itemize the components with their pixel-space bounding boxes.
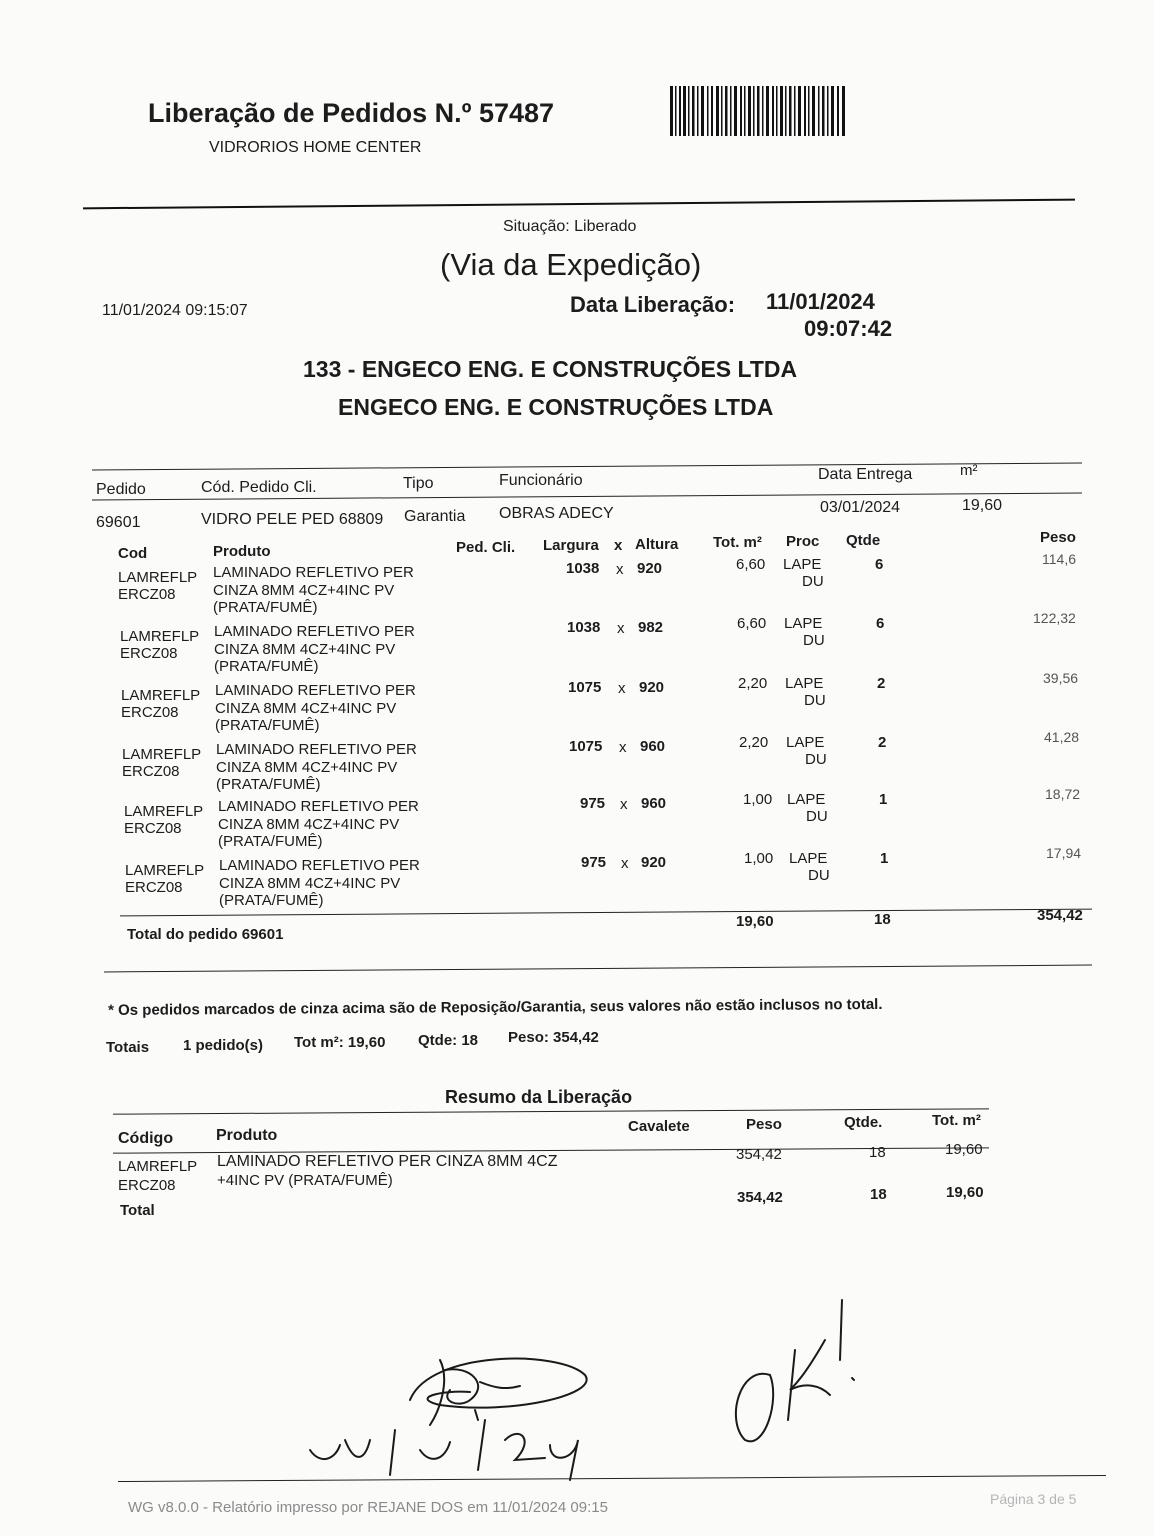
item-tot-m2: 1,00 bbox=[744, 850, 774, 867]
item-cod: LAMREFLP bbox=[120, 628, 200, 645]
item-produto: LAMINADO REFLETIVO PER bbox=[216, 741, 417, 758]
item-proc: LAPE bbox=[784, 615, 823, 632]
summary-col-cavalete: Cavalete bbox=[628, 1118, 690, 1135]
order-total-label: Total do pedido 69601 bbox=[127, 926, 284, 943]
summary-col-produto: Produto bbox=[216, 1127, 278, 1144]
client-name: ENGECO ENG. E CONSTRUÇÕES LTDA bbox=[338, 394, 774, 420]
item-cod: LAMREFLP bbox=[125, 862, 205, 879]
footer-printed-by: WG v8.0.0 - Relatório impresso por REJANE DOS em 11/01/2024 09:15 bbox=[128, 1499, 608, 1516]
order-total-m2: 19,60 bbox=[736, 913, 774, 930]
summary-row-codigo: LAMREFLP bbox=[118, 1158, 198, 1175]
item-altura: 960 bbox=[641, 795, 667, 812]
item-x: x bbox=[618, 680, 626, 697]
summary-total-peso: 354,42 bbox=[737, 1189, 783, 1206]
item-largura: 975 bbox=[580, 795, 606, 812]
item-altura: 920 bbox=[637, 560, 663, 577]
item-cod-cont: ERCZ08 bbox=[122, 763, 180, 780]
item-proc-cont: DU bbox=[808, 867, 830, 884]
barcode bbox=[670, 86, 846, 136]
col-m2: m² bbox=[960, 462, 978, 479]
item-altura: 982 bbox=[638, 619, 664, 636]
item-largura: 1038 bbox=[567, 619, 601, 636]
item-row bbox=[0, 786, 1154, 855]
summary-total-label: Total bbox=[120, 1202, 155, 1219]
item-row bbox=[0, 610, 1154, 679]
item-produto: LAMINADO REFLETIVO PER bbox=[213, 564, 414, 581]
item-qtde: 1 bbox=[880, 850, 889, 867]
summary-total-tot-m2: 19,60 bbox=[946, 1184, 984, 1201]
item-proc-cont: DU bbox=[806, 808, 828, 825]
items-col-peso: Peso bbox=[1040, 529, 1076, 546]
item-produto-cont: CINZA 8MM 4CZ+4INC PV bbox=[218, 816, 400, 833]
order-funcionario: OBRAS ADECY bbox=[499, 505, 614, 522]
item-produto-cont2: (PRATA/FUMÊ) bbox=[214, 658, 319, 675]
item-x: x bbox=[619, 739, 627, 756]
order-pedido: 69601 bbox=[96, 514, 141, 531]
col-tipo: Tipo bbox=[403, 475, 434, 492]
printed-timestamp: 11/01/2024 09:15:07 bbox=[102, 302, 248, 319]
header-divider bbox=[83, 199, 1075, 210]
item-altura: 960 bbox=[640, 738, 666, 755]
items-col-proc: Proc bbox=[786, 533, 820, 550]
item-produto-cont: CINZA 8MM 4CZ+4INC PV bbox=[216, 759, 398, 776]
item-largura: 1038 bbox=[566, 560, 600, 577]
item-peso: 18,72 bbox=[1045, 786, 1081, 802]
summary-row-qtde: 18 bbox=[869, 1144, 886, 1161]
summary-total-qtde: 18 bbox=[870, 1186, 887, 1203]
summary-row-codigo-cont: ERCZ08 bbox=[118, 1177, 176, 1194]
item-produto-cont: CINZA 8MM 4CZ+4INC PV bbox=[214, 641, 396, 658]
item-produto: LAMINADO REFLETIVO PER bbox=[218, 798, 419, 815]
order-total-peso: 354,42 bbox=[1037, 907, 1083, 924]
item-qtde: 1 bbox=[879, 791, 888, 808]
section-divider bbox=[104, 965, 1092, 973]
col-pedido: Pedido bbox=[96, 481, 146, 498]
item-cod-cont: ERCZ08 bbox=[120, 645, 178, 662]
item-tot-m2: 6,60 bbox=[737, 615, 767, 632]
order-m2: 19,60 bbox=[962, 497, 1003, 514]
item-tot-m2: 2,20 bbox=[738, 675, 768, 692]
item-tot-m2: 1,00 bbox=[743, 791, 773, 808]
item-peso: 39,56 bbox=[1043, 670, 1079, 686]
order-data-entrega: 03/01/2024 bbox=[820, 499, 901, 516]
item-cod-cont: ERCZ08 bbox=[125, 879, 183, 896]
items-col-x: x bbox=[614, 537, 623, 554]
item-largura: 1075 bbox=[568, 679, 602, 696]
item-altura: 920 bbox=[641, 854, 667, 871]
item-peso: 41,28 bbox=[1044, 729, 1080, 745]
summary-col-codigo: Código bbox=[118, 1130, 174, 1147]
items-col-largura: Largura bbox=[543, 537, 599, 554]
col-data-entrega: Data Entrega bbox=[818, 466, 913, 483]
item-row bbox=[0, 845, 1154, 914]
item-cod-cont: ERCZ08 bbox=[124, 820, 182, 837]
items-col-ped-cli: Ped. Cli. bbox=[456, 539, 516, 556]
item-cod: LAMREFLP bbox=[121, 687, 201, 704]
document-title: Liberação de Pedidos N.º 57487 bbox=[148, 98, 555, 128]
item-produto-cont2: (PRATA/FUMÊ) bbox=[215, 717, 320, 734]
order-tipo: Garantia bbox=[404, 508, 466, 525]
grey-orders-note: * Os pedidos marcados de cinza acima são de Reposição/Garantia, seus valores não estão inclusos no total. bbox=[108, 995, 883, 1019]
data-liberacao-date: 11/01/2024 bbox=[766, 289, 875, 314]
item-x: x bbox=[617, 620, 625, 637]
data-liberacao-label: Data Liberação: bbox=[570, 292, 736, 317]
item-peso: 114,6 bbox=[1042, 551, 1076, 567]
summary-col-qtde: Qtde. bbox=[844, 1114, 883, 1131]
item-cod: LAMREFLP bbox=[122, 746, 202, 763]
item-proc: LAPE bbox=[786, 734, 825, 751]
item-produto-cont: CINZA 8MM 4CZ+4INC PV bbox=[215, 700, 397, 717]
item-tot-m2: 2,20 bbox=[739, 734, 769, 751]
item-proc-cont: DU bbox=[803, 632, 825, 649]
item-produto: LAMINADO REFLETIVO PER bbox=[219, 857, 420, 874]
items-col-altura: Altura bbox=[635, 536, 679, 553]
item-x: x bbox=[621, 855, 629, 872]
item-largura: 1075 bbox=[569, 738, 603, 755]
item-proc: LAPE bbox=[783, 556, 822, 573]
summary-col-peso: Peso bbox=[746, 1116, 782, 1133]
totals-pedidos: 1 pedido(s) bbox=[183, 1037, 264, 1054]
item-produto: LAMINADO REFLETIVO PER bbox=[215, 682, 416, 699]
summary-row-produto-cont: +4INC PV (PRATA/FUMÊ) bbox=[217, 1172, 393, 1189]
item-cod-cont: ERCZ08 bbox=[121, 704, 179, 721]
order-header-top-line bbox=[92, 463, 1082, 471]
item-produto-cont: CINZA 8MM 4CZ+4INC PV bbox=[213, 582, 395, 599]
items-col-cod: Cod bbox=[118, 545, 148, 562]
totals-qtde: Qtde: 18 bbox=[418, 1032, 479, 1049]
summary-row-tot-m2: 19,60 bbox=[945, 1141, 983, 1158]
company-name: VIDRORIOS HOME CENTER bbox=[209, 139, 422, 156]
footer-page-number: Página 3 de 5 bbox=[990, 1491, 1077, 1507]
item-produto: LAMINADO REFLETIVO PER bbox=[214, 623, 415, 640]
summary-row-peso: 354,42 bbox=[736, 1146, 782, 1163]
client-code-name: 133 - ENGECO ENG. E CONSTRUÇÕES LTDA bbox=[303, 356, 798, 382]
item-cod: LAMREFLP bbox=[124, 803, 204, 820]
item-produto-cont2: (PRATA/FUMÊ) bbox=[216, 776, 321, 793]
totals-tot-m2: Tot m²: 19,60 bbox=[294, 1034, 386, 1051]
item-produto-cont2: (PRATA/FUMÊ) bbox=[219, 892, 324, 909]
via-label: (Via da Expedição) bbox=[440, 247, 702, 282]
handwritten-signature bbox=[300, 1290, 900, 1490]
item-proc-cont: DU bbox=[804, 692, 826, 709]
item-row bbox=[0, 670, 1154, 739]
item-proc: LAPE bbox=[785, 675, 824, 692]
item-proc-cont: DU bbox=[802, 573, 824, 590]
totals-label: Totais bbox=[106, 1039, 150, 1056]
item-x: x bbox=[620, 796, 628, 813]
order-total-qtde: 18 bbox=[874, 911, 891, 928]
item-largura: 975 bbox=[581, 854, 607, 871]
item-qtde: 2 bbox=[877, 675, 886, 692]
data-liberacao-time: 09:07:42 bbox=[804, 316, 893, 341]
item-produto-cont2: (PRATA/FUMÊ) bbox=[213, 599, 318, 616]
item-cod: LAMREFLP bbox=[118, 569, 198, 586]
items-col-qtde: Qtde bbox=[846, 532, 881, 549]
col-funcionario: Funcionário bbox=[499, 472, 583, 489]
item-row bbox=[0, 729, 1154, 798]
item-produto-cont2: (PRATA/FUMÊ) bbox=[218, 833, 323, 850]
item-peso: 17,94 bbox=[1046, 845, 1082, 861]
item-altura: 920 bbox=[639, 679, 665, 696]
item-cod-cont: ERCZ08 bbox=[118, 586, 176, 603]
summary-col-tot-m2: Tot. m² bbox=[932, 1112, 981, 1129]
items-col-tot-m2: Tot. m² bbox=[713, 534, 762, 551]
col-cod-pedido-cli: Cód. Pedido Cli. bbox=[201, 479, 317, 496]
order-cod-pedido-cli: VIDRO PELE PED 68809 bbox=[201, 511, 384, 528]
item-qtde: 2 bbox=[878, 734, 887, 751]
item-qtde: 6 bbox=[876, 615, 885, 632]
summary-title: Resumo da Liberação bbox=[445, 1087, 633, 1107]
items-col-produto: Produto bbox=[213, 543, 271, 560]
item-proc-cont: DU bbox=[805, 751, 827, 768]
item-proc: LAPE bbox=[789, 850, 828, 867]
item-tot-m2: 6,60 bbox=[736, 556, 766, 573]
totals-peso: Peso: 354,42 bbox=[508, 1029, 599, 1046]
item-x: x bbox=[616, 561, 624, 578]
item-peso: 122,32 bbox=[1033, 610, 1076, 626]
situacao-label: Situação: Liberado bbox=[503, 218, 637, 235]
item-proc: LAPE bbox=[787, 791, 826, 808]
item-qtde: 6 bbox=[875, 556, 884, 573]
summary-row-produto: LAMINADO REFLETIVO PER CINZA 8MM 4CZ bbox=[217, 1153, 558, 1170]
item-produto-cont: CINZA 8MM 4CZ+4INC PV bbox=[219, 875, 401, 892]
